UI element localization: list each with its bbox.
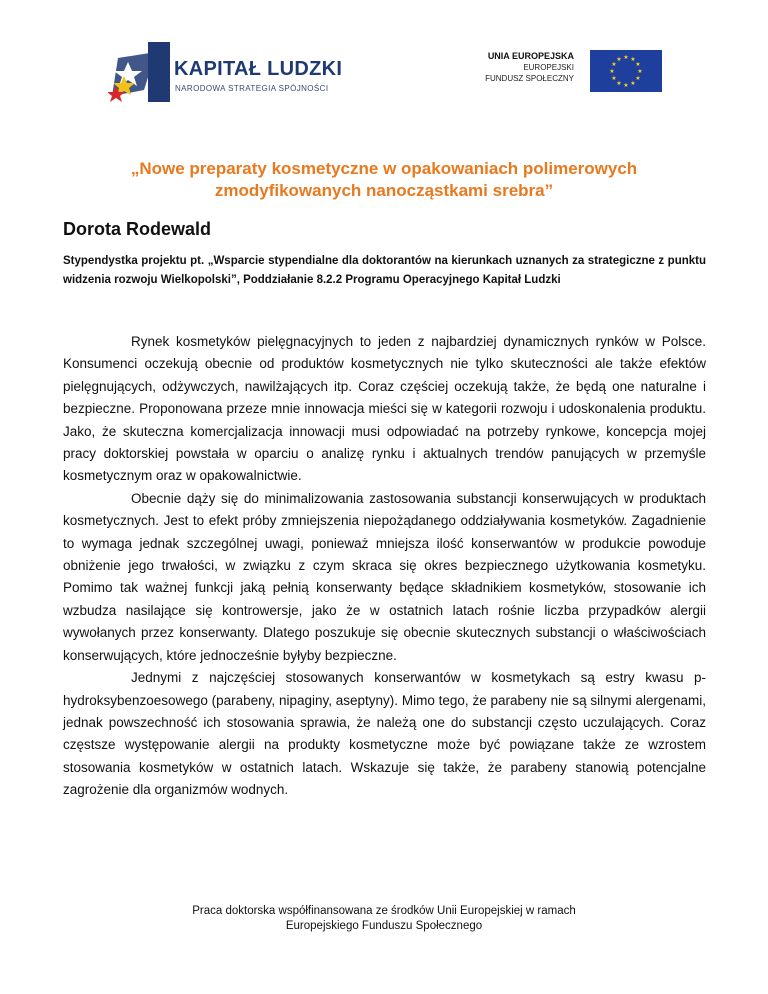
body-paragraph: Rynek kosmetyków pielęgnacyjnych to jeden z najbardziej dynamicznych rynków w Polsce. Konsumenci oczekują obecnie od produktów kosmetycznych nie tylko skuteczności ale także efektów pielęgnujących, odżywczych, nawilżających itp. Coraz częściej oczekują także, że będą one naturalne i bezpieczne. Proponowana przeze mnie innowacja mieści się w kategorii rozwoju i udoskonalenia produktu. Jako, że skuteczna komercjalizacja innowacji musi odpowiadać na potrzeby rynkowe, koncepcja mojej pracy doktorskiej powstała w oparciu o analizę rynku i aktualnych trendów panujących w przemyśle kosmetycznym oraz w opakowalnictwie. <box>63 334 706 484</box>
svg-text:★: ★ <box>623 54 629 61</box>
svg-text:★: ★ <box>611 75 617 82</box>
svg-text:★: ★ <box>611 61 617 68</box>
body-paragraph: Jednymi z najczęściej stosowanych konserwantów w kosmetykach są estry kwasu p-hydroksybenzoesowego (parabeny, nipaginy, aseptyny). Mimo tego, że parabeny nie są silnymi alergenami, jednak powszechność ich stosowania sprawia, że należą one do substancji często uczulających. Coraz częstsze występowanie alergii na produkty kosmetyczne może być powiązane także ze wzrostem stosowania kosmetyków w ostatnich latach. Wskazuje się także, że parabeny stanowią potencjalne zagrożenie dla organizmów wodnych. <box>63 670 706 798</box>
document-body <box>63 331 706 802</box>
svg-text:★: ★ <box>635 75 641 82</box>
eu-logo-text <box>470 51 574 84</box>
eu-logo-line1: UNIA EUROPEJSKA <box>487 51 574 61</box>
kapital-ludzki-logo <box>108 40 348 110</box>
body-paragraph: Obecnie dąży się do minimalizowania zastosowania substancji konserwujących w produktach kosmetycznych. Jest to efekt próby zmniejszenia niepożądanego oddziaływania kosmetyków. Zagadnienie to wymaga jednak szczególnej uwagi, ponieważ mniejsza ilość konserwantów w produkcie powoduje obniżenie jego trwałości, w związku z czym skraca się okres bezpiecznego użytkowania kosmetyku. Pomimo tak ważnej funkcji jaką pełnią konserwanty będące składnikiem kosmetyków, stosowanie ich wzbudza nasilające się kontrowersje, jako że w ostatnich latach rośnie liczba przypadków alergii wywołanych przez konserwanty. Dlatego poszukuje się obecnie skutecznych substancji o właściwościach konserwujących, które jednocześnie byłyby bezpieczne. <box>63 490 706 663</box>
eu-logo <box>470 50 670 94</box>
author-name: Dorota Rodewald <box>63 219 212 239</box>
svg-text:★: ★ <box>630 56 636 63</box>
kapital-ludzki-emblem-icon <box>108 40 170 106</box>
kl-logo-title: KAPITAŁ LUDZKI <box>174 58 343 80</box>
svg-text:★: ★ <box>635 61 641 68</box>
svg-text:★: ★ <box>609 68 615 75</box>
page-footer <box>110 904 658 934</box>
document-title: „Nowe preparaty kosmetyczne w opakowaniach polimerowych zmodyfikowanych nanocząstkami srebra” <box>130 159 638 200</box>
author-affiliation: Stypendystka projektu pt. „Wsparcie stypendialne dla doktorantów na kierunkach uznanych za strategiczne z punktu widzenia rozwoju Wielkopolski”, Poddziałanie 8.2.2 Programu Operacyjnego Kapitał Ludzki <box>63 255 706 286</box>
svg-text:★: ★ <box>637 68 643 75</box>
svg-text:★: ★ <box>630 80 636 87</box>
footer-line1: Praca doktorska współfinansowana ze środków Unii Europejskiej w ramach <box>192 905 576 917</box>
eu-logo-line3: FUNDUSZ SPOŁECZNY <box>485 74 574 83</box>
eu-flag-icon <box>590 50 662 92</box>
kl-logo-subtitle: NARODOWA STRATEGIA SPÓJNOŚCI <box>175 84 329 93</box>
svg-text:★: ★ <box>616 80 622 87</box>
eu-logo-line2: EUROPEJSKI <box>523 63 574 72</box>
svg-text:★: ★ <box>623 82 629 89</box>
footer-line2: Europejskiego Funduszu Społecznego <box>285 920 483 932</box>
svg-text:★: ★ <box>616 56 622 63</box>
